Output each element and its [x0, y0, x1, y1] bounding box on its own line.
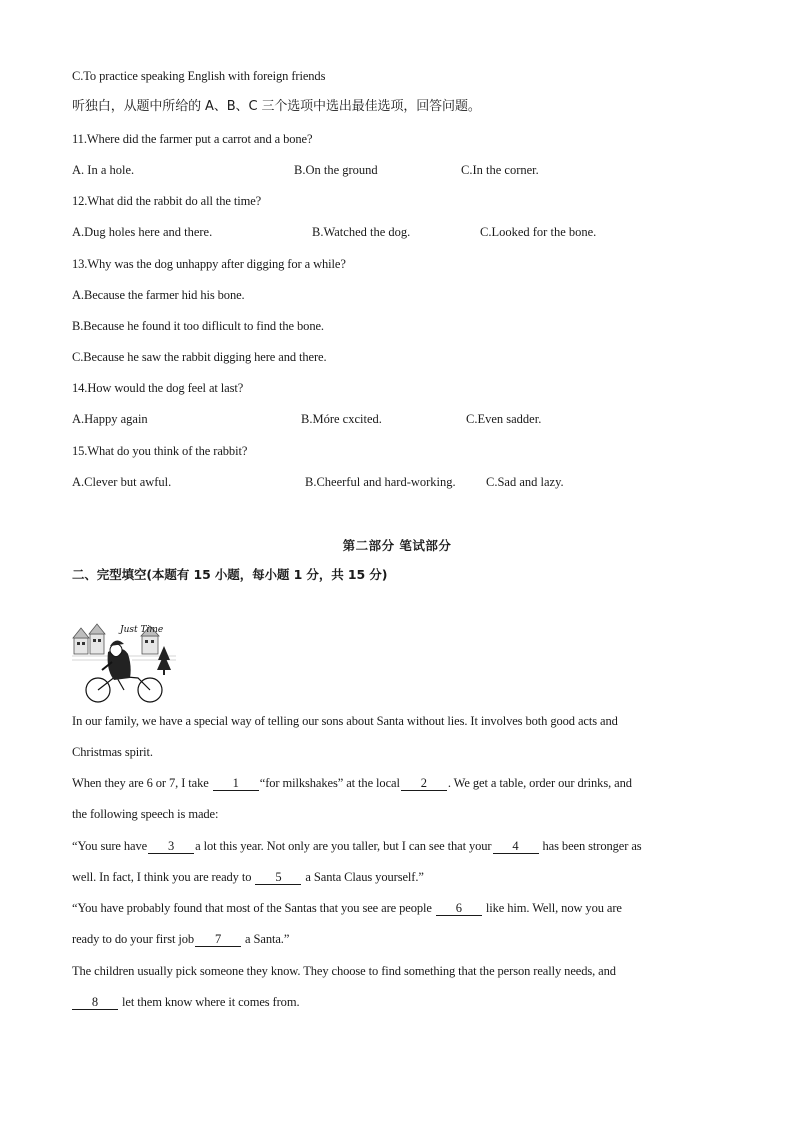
- question-14: 14.How would the dog feel at last?: [72, 381, 244, 395]
- passage-p2-text-b: “for milkshakes” at the local: [259, 776, 400, 790]
- passage-p1-line1: In our family, we have a special way of telling our sons about Santa without lies. It involves both good acts and: [72, 714, 618, 728]
- passage-p3-text-b: a lot this year. Not only are you taller, but I can see that your: [195, 839, 492, 853]
- blank-4: 4: [493, 839, 539, 854]
- passage-p4-text-a: “You have probably found that most of the Santas that you see are people: [72, 901, 435, 915]
- passage-p2-text-a: When they are 6 or 7, I take: [72, 776, 212, 790]
- blank-5: 5: [255, 870, 301, 885]
- question-12: 12.What did the rabbit do all the time?: [72, 194, 262, 208]
- passage-p2-line2: the following speech is made:: [72, 807, 219, 821]
- passage-p4-line2: [72, 931, 289, 947]
- question-14-option-c: C.Even sadder.: [466, 412, 542, 426]
- question-15: 15.What do you think of the rabbit?: [72, 444, 248, 458]
- passage-p5-text-b: let them know where it comes from.: [119, 995, 300, 1009]
- question-12-option-b: B.Watched the dog.: [312, 225, 411, 239]
- blank-3: 3: [148, 839, 194, 854]
- passage-p3-text-e: a Santa Claus yourself.”: [302, 870, 424, 884]
- blank-7: 7: [195, 932, 241, 947]
- listening-instruction: 听独白，从题中所给的 A、B、C 三个选项中选出最佳选项，回答问题。: [72, 99, 481, 114]
- passage-p5-line2: [72, 994, 299, 1010]
- passage-p3-text-a: “You sure have: [72, 839, 148, 853]
- part-two-title: 第二部分 笔试部分: [342, 538, 452, 553]
- blank-6: 6: [436, 901, 482, 916]
- question-11-option-b: B.On the ground: [294, 163, 378, 177]
- question-15-option-a: A.Clever but awful.: [72, 475, 172, 489]
- question-15-option-c: C.Sad and lazy.: [486, 475, 564, 489]
- question-14-option-a: A.Happy again: [72, 412, 148, 426]
- question-11: 11.Where did the farmer put a carrot and a bone?: [72, 132, 313, 146]
- passage-p2-line1: [72, 775, 632, 791]
- illustration-caption: Just Time: [120, 625, 164, 635]
- question-12-option-a: A.Dug holes here and there.: [72, 225, 213, 239]
- question-14-option-b: B.Móre cxcited.: [301, 412, 382, 426]
- question-13-option-a: A.Because the farmer hid his bone.: [72, 288, 245, 302]
- question-13: 13.Why was the dog unhappy after digging for a while?: [72, 257, 346, 271]
- santa-bicycle-illustration: [72, 620, 176, 706]
- question-11-option-c: C.In the corner.: [461, 163, 539, 177]
- passage-p2-text-c: . We get a table, order our drinks, and: [447, 776, 632, 790]
- question-11-option-a: A. In a hole.: [72, 163, 135, 177]
- passage-p3-line2: [72, 869, 424, 885]
- passage-p4-text-b: like him. Well, now you are: [482, 901, 622, 915]
- passage-p4-line1: [72, 900, 622, 916]
- question-13-option-c: C.Because he saw the rabbit digging here and there.: [72, 350, 327, 364]
- blank-1: 1: [213, 776, 259, 791]
- question-10-option-c: C.To practice speaking English with foreign friends: [72, 69, 326, 83]
- blank-8: 8: [72, 995, 118, 1010]
- blank-2: 2: [401, 776, 447, 791]
- passage-p3-text-d: well. In fact, I think you are ready to: [72, 870, 255, 884]
- passage-p5-line1: The children usually pick someone they know. They choose to find something that the person really needs, and: [72, 964, 616, 978]
- cloze-section-heading: 二、完型填空(本题有 15 小题，每小题 1 分，共 15 分): [72, 567, 388, 582]
- question-12-option-c: C.Looked for the bone.: [480, 225, 597, 239]
- question-15-option-b: B.Cheerful and hard-working.: [305, 475, 456, 489]
- passage-p1-line2: Christmas spirit.: [72, 745, 153, 759]
- passage-p3-line1: [72, 838, 642, 854]
- passage-p4-text-d: a Santa.”: [242, 932, 290, 946]
- passage-p4-text-c: ready to do your first job: [72, 932, 195, 946]
- passage-p3-text-c: has been stronger as: [539, 839, 642, 853]
- question-13-option-b: B.Because he found it too diflicult to find the bone.: [72, 319, 324, 333]
